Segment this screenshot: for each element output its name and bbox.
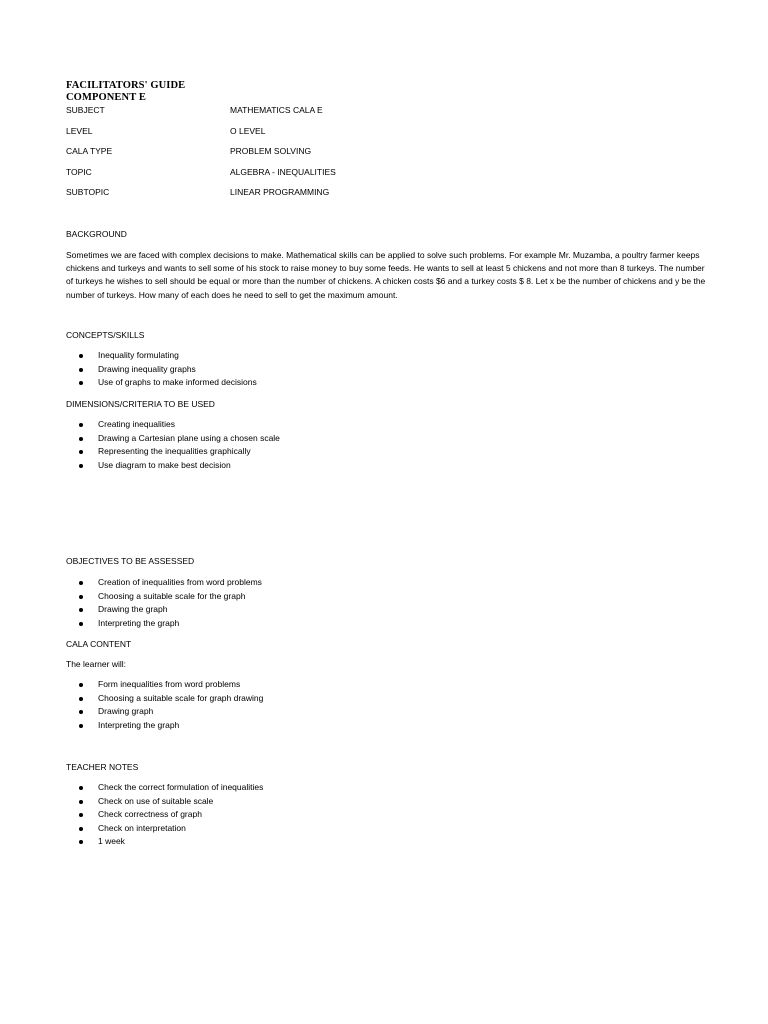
list-item-text: Use diagram to make best decision <box>98 459 231 470</box>
list-item-text: 1 week <box>98 836 125 847</box>
meta-key: SUBTOPIC <box>66 187 110 198</box>
list-item <box>66 376 257 390</box>
bullet-icon <box>79 581 83 585</box>
content-list <box>66 678 263 732</box>
list-item <box>66 590 262 604</box>
list-item-text: Check on interpretation <box>98 822 186 833</box>
bullet-icon <box>79 423 83 427</box>
bullet-icon <box>79 710 83 714</box>
content-intro: The learner will: <box>66 659 126 669</box>
list-item <box>66 795 263 809</box>
bullet-icon <box>79 450 83 454</box>
objectives-heading: OBJECTIVES TO BE ASSESSED <box>66 556 195 566</box>
meta-value: LINEAR PROGRAMMING <box>230 187 330 198</box>
title-line-1: FACILITATORS' GUIDE <box>66 80 186 91</box>
list-item <box>66 705 263 719</box>
list-item <box>66 349 257 363</box>
dimensions-list <box>66 418 280 472</box>
meta-row-subject <box>66 105 466 126</box>
list-item <box>66 617 262 631</box>
list-item <box>66 835 263 849</box>
meta-row-cala-type <box>66 146 466 167</box>
list-item-text: Use of graphs to make informed decisions <box>98 377 257 388</box>
bullet-icon <box>79 608 83 612</box>
list-item <box>66 678 263 692</box>
list-item-text: Choosing a suitable scale for graph drawing <box>98 692 264 703</box>
meta-row-topic <box>66 167 466 188</box>
list-item <box>66 603 262 617</box>
list-item-text: Check the correct formulation of inequalities <box>98 782 264 792</box>
bullet-icon <box>79 464 83 468</box>
list-item <box>66 692 263 706</box>
bullet-icon <box>79 697 83 701</box>
list-item <box>66 432 280 446</box>
list-item <box>66 459 280 473</box>
meta-value: MATHEMATICS CALA E <box>230 105 323 115</box>
teacher-notes-heading: TEACHER NOTES <box>66 762 139 772</box>
list-item <box>66 822 263 836</box>
list-item <box>66 719 263 733</box>
meta-row-level <box>66 126 466 147</box>
list-item-text: Drawing a Cartesian plane using a chosen scale <box>98 432 280 443</box>
list-item-text: Interpreting the graph <box>98 719 180 730</box>
list-item <box>66 781 263 795</box>
concepts-heading: CONCEPTS/SKILLS <box>66 330 145 340</box>
bullet-icon <box>79 683 83 687</box>
bullet-icon <box>79 381 83 385</box>
document-title <box>66 80 185 104</box>
meta-value: O LEVEL <box>230 125 266 136</box>
bullet-icon <box>79 354 83 358</box>
list-item-text: Choosing a suitable scale for the graph <box>98 590 246 601</box>
bullet-icon <box>79 813 83 817</box>
bullet-icon <box>79 368 83 372</box>
background-paragraph: Sometimes we are faced with complex decisions to make. Mathematical skills can be applied to solve such problems. For example Mr. Muzamba, a poultry farmer keeps chickens and turkeys and wants to sell some of his stock to raise money to buy some feeds. He wants to sell at least 5 chickens and not more than 8 turkeys. The number of turkeys he wishes to sell should be equal or more than the number of chickens. A chicken costs $6 and a turkey costs $ 8. Let x be the number of chickens and y be the number of turkeys. How many of each does he need to sell to get the maximum amount. <box>66 250 706 300</box>
bullet-icon <box>79 827 83 831</box>
list-item-text: Creating inequalities <box>98 419 176 429</box>
content-heading: CALA CONTENT <box>66 639 132 649</box>
bullet-icon <box>79 724 83 728</box>
list-item-text: Check on use of suitable scale <box>98 795 214 806</box>
meta-value: ALGEBRA - INEQUALITIES <box>230 166 336 177</box>
bullet-icon <box>79 595 83 599</box>
meta-key: LEVEL <box>66 125 93 136</box>
list-item-text: Drawing inequality graphs <box>98 363 196 374</box>
list-item-text: Check correctness of graph <box>98 809 202 820</box>
bullet-icon <box>79 437 83 441</box>
meta-key: TOPIC <box>66 166 92 177</box>
list-item <box>66 363 257 377</box>
teacher-notes-list <box>66 781 263 849</box>
meta-key: CALA TYPE <box>66 146 113 157</box>
list-item-text: Creation of inequalities from word problems <box>98 577 262 587</box>
concepts-list <box>66 349 257 390</box>
meta-value: PROBLEM SOLVING <box>230 146 312 157</box>
meta-row-subtopic <box>66 187 466 208</box>
list-item-text: Interpreting the graph <box>98 617 180 628</box>
list-item-text: Drawing the graph <box>98 604 168 615</box>
list-item-text: Form inequalities from word problems <box>98 679 241 689</box>
background-heading: BACKGROUND <box>66 229 127 239</box>
list-item <box>66 445 280 459</box>
bullet-icon <box>79 800 83 804</box>
objectives-list <box>66 576 262 630</box>
list-item <box>66 808 263 822</box>
bullet-icon <box>79 840 83 844</box>
meta-table <box>66 105 466 208</box>
list-item-text: Inequality formulating <box>98 350 179 360</box>
list-item <box>66 418 280 432</box>
list-item-text: Drawing graph <box>98 706 154 717</box>
title-line-2: COMPONENT E <box>66 92 146 103</box>
meta-key: SUBJECT <box>66 105 105 115</box>
bullet-icon <box>79 622 83 626</box>
list-item <box>66 576 262 590</box>
dimensions-heading: DIMENSIONS/CRITERIA TO BE USED <box>66 399 215 409</box>
list-item-text: Representing the inequalities graphically <box>98 446 251 457</box>
bullet-icon <box>79 786 83 790</box>
